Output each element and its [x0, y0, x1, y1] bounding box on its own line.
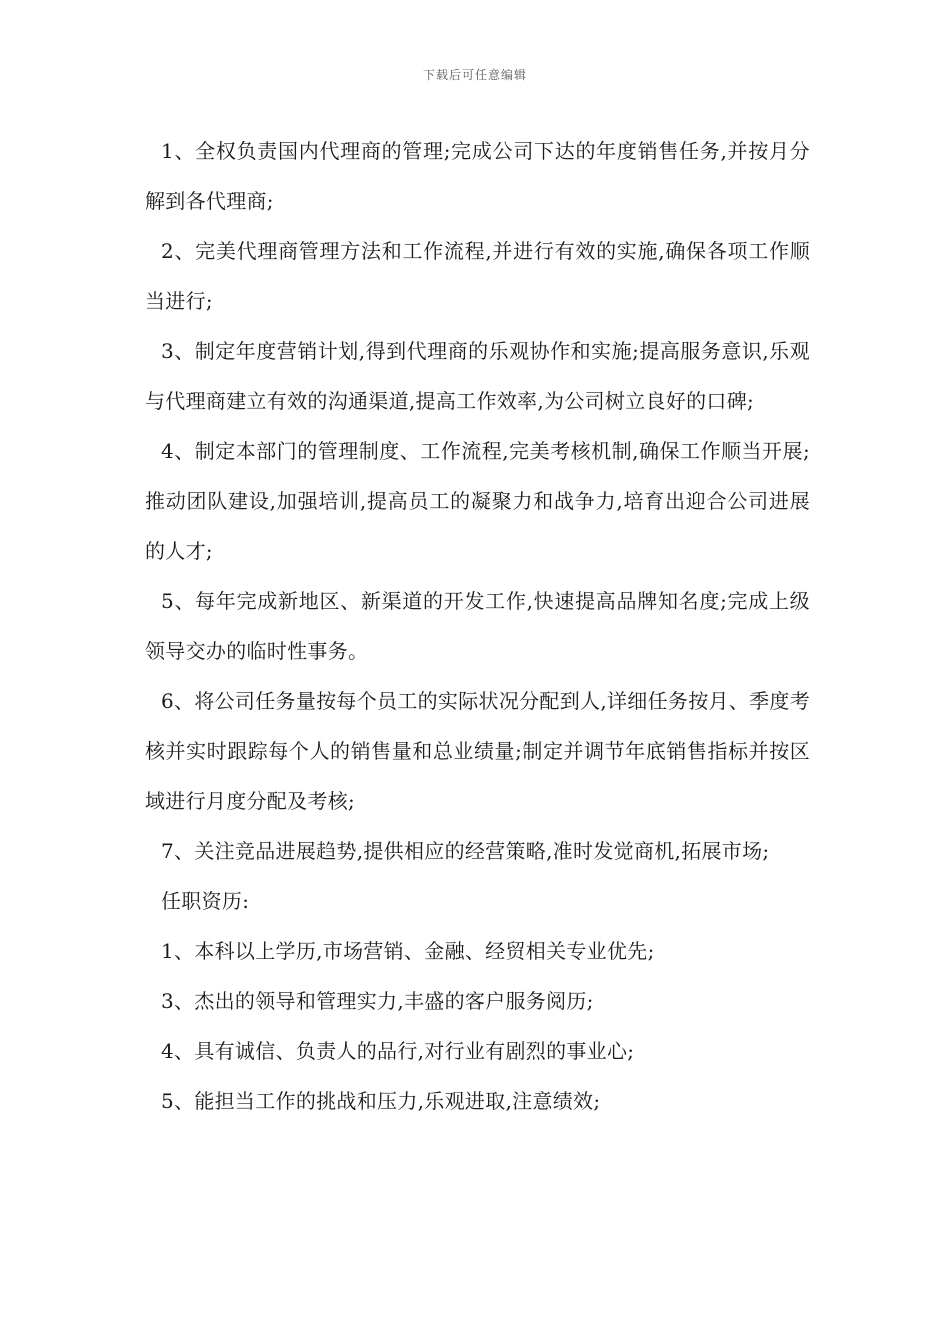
qualification-item-1: 1、本科以上学历,市场营销、金融、经贸相关专业优先;	[161, 939, 655, 963]
duty-item-3: 3、制定年度营销计划,得到代理商的乐观协作和实施;提高服务意识,乐观与代理商建立有效的沟通渠道,提高工作效率,为公司树立良好的口碑;	[145, 339, 810, 413]
qualifications-heading: 任职资历:	[161, 889, 250, 913]
page-header: 下载后可任意编辑	[422, 68, 527, 82]
qualification-item-5: 5、能担当工作的挑战和压力,乐观进取,注意绩效;	[161, 1089, 601, 1113]
qualification-item-4: 4、具有诚信、负责人的品行,对行业有剧烈的事业心;	[161, 1039, 635, 1063]
duty-item-4: 4、制定本部门的管理制度、工作流程,完美考核机制,确保工作顺当开展;推动团队建设,加强培训,提高员工的凝聚力和战争力,培育出迎合公司进展的人才;	[145, 439, 810, 563]
duty-item-5: 5、每年完成新地区、新渠道的开发工作,快速提高品牌知名度;完成上级领导交办的临时性事务。	[145, 589, 810, 663]
qualification-item-3: 3、杰出的领导和管理实力,丰盛的客户服务阅历;	[161, 989, 594, 1013]
duty-item-2: 2、完美代理商管理方法和工作流程,并进行有效的实施,确保各项工作顺当进行;	[145, 239, 810, 313]
document-body	[145, 126, 810, 1126]
duty-item-1: 1、全权负责国内代理商的管理;完成公司下达的年度销售任务,并按月分解到各代理商;	[145, 139, 810, 213]
duty-item-7: 7、关注竞品进展趋势,提供相应的经营策略,准时发觉商机,拓展市场;	[161, 839, 770, 863]
duty-item-6: 6、将公司任务量按每个员工的实际状况分配到人,详细任务按月、季度考核并实时跟踪每个人的销售量和总业绩量;制定并调节年底销售指标并按区域进行月度分配及考核;	[145, 689, 810, 813]
